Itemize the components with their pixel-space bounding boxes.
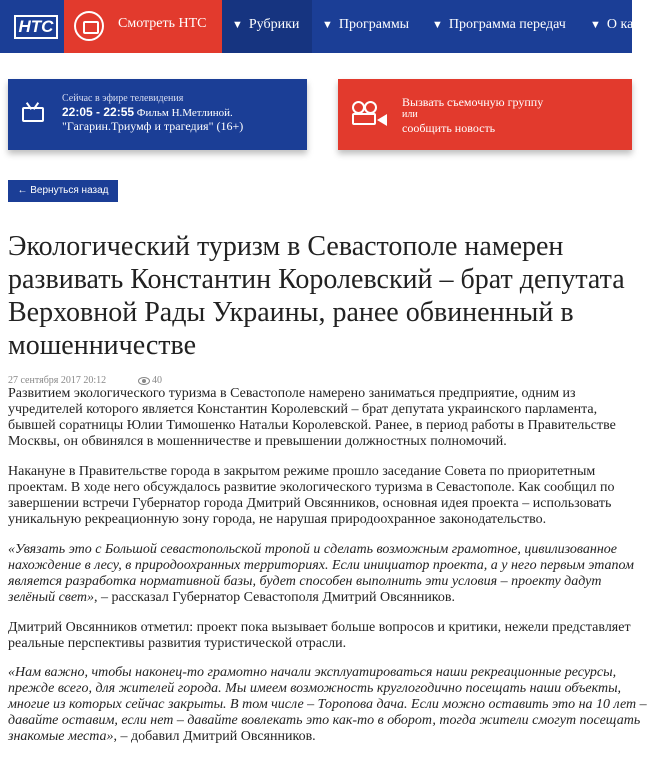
article-paragraph: Развитием экологического туризма в Севастополе намерено заниматься предприятие, одним из учредителей которого является Константин Королевский – брат депутата украинского парламента, бывшей соратницы Юлии Тимошенко Натальи Королевской. Ранее, в период работы в Правительстве Москвы, он обвинялся в мошенничестве и превышении должностных полномочий. (8, 386, 616, 449)
chevron-down-icon: ▼ (432, 19, 443, 31)
watch-nts-label: Смотреть НТС (118, 16, 207, 31)
nts-logo[interactable] (8, 0, 64, 53)
article-quote-paragraph (8, 665, 648, 745)
nav-label: Программа передач (448, 17, 566, 32)
call-crew-or: или (402, 109, 418, 120)
nav-label: Рубрики (248, 17, 300, 32)
chevron-down-icon: ▼ (232, 19, 243, 31)
article-paragraph: Дмитрий Овсянников отметил: проект пока вызывает больше вопросов и критики, нежели представляет реальные перспективы развития туристической отрасли. (8, 620, 631, 651)
nav-item-schedule[interactable] (432, 0, 566, 53)
nav-item-programmy[interactable] (322, 0, 409, 53)
video-camera-icon (352, 101, 388, 125)
quote-attribution: , – рассказал Губернатор Севастополя Дмитрий Овсянников. (94, 590, 456, 605)
tv-icon (22, 102, 44, 122)
tv-play-icon (74, 11, 104, 41)
chevron-down-icon: ▼ (322, 19, 333, 31)
governor-quote: «Нам важно, чтобы наконец-то грамотно начали эксплуатироваться наши рекреационные ресурсы, прежде всего, для жителей города. Мы имеем возможность круглогодично посещать наши объекты, многие из которых сейчас закрыты. В том числе – Торопова дача. Если можно оставить это на 10 лет – давайте оставим, если нет – давайте вовлекать это как-то в оборот, тогда жители смогут посещать знакомые места» (8, 665, 647, 744)
nav-item-rubriki[interactable] (222, 0, 312, 53)
report-news-label: сообщить новость (402, 121, 496, 135)
nav-label: Программы (338, 17, 410, 32)
watch-nts-button[interactable] (64, 0, 222, 53)
on-air-program-title: Фильм Н.Метлиной. (136, 107, 233, 119)
on-air-card[interactable] (8, 79, 307, 150)
call-crew-card[interactable] (338, 79, 632, 150)
views-count: 40 (152, 375, 162, 386)
top-navigation-bar (0, 0, 660, 53)
governor-quote: «Увязать это с Большой севастопольской тропой и сделать возможным грамотное, цивилизованное нахождение в лесу, в природоохранных территориях. Если инициатор проекта, а у него первым этапом является разработка нормативной базы, будет способен выполнить эти условия – проекту дадут зелёный свет» (8, 542, 634, 605)
nav-label: О канале (606, 17, 660, 32)
article-quote-paragraph (8, 542, 648, 606)
article-title: Экологический туризм в Севастополе намерен развивать Константин Королевский – брат депутата Верховной Рады Украины, ранее обвиненный в мошенничестве (8, 231, 625, 361)
on-air-heading: Сейчас в эфире телевидения (62, 93, 184, 104)
on-air-time: 22:05 - 22:55 (62, 105, 135, 119)
call-crew-label: Вызвать съемочную группу (402, 95, 544, 109)
chevron-down-icon: ▼ (590, 19, 601, 31)
eye-icon (138, 377, 150, 385)
article-paragraph: Накануне в Правительстве города в закрытом режиме прошло заседание Совета по приоритетным проектам. В ходе него обсуждалось развитие экологического туризма в Севастополе. Как сообщил по завершении встречи Губернатор города Дмитрий Овсянников, основная идея проекта – использовать уникальную рекреационную зону города, не нарушая природоохранное законодательство. (8, 464, 615, 527)
back-button[interactable]: ← Вернуться назад (8, 180, 118, 202)
on-air-program-subtitle: "Гагарин.Триумф и трагедия" (16+) (62, 119, 244, 133)
article-views (138, 375, 162, 386)
on-air-program (62, 105, 233, 119)
nav-item-about[interactable] (590, 0, 660, 53)
article-date: 27 сентября 2017 20:12 (8, 375, 107, 386)
logo-text: НТС (14, 15, 59, 39)
quote-attribution: , – добавил Дмитрий Овсянников. (113, 729, 316, 744)
